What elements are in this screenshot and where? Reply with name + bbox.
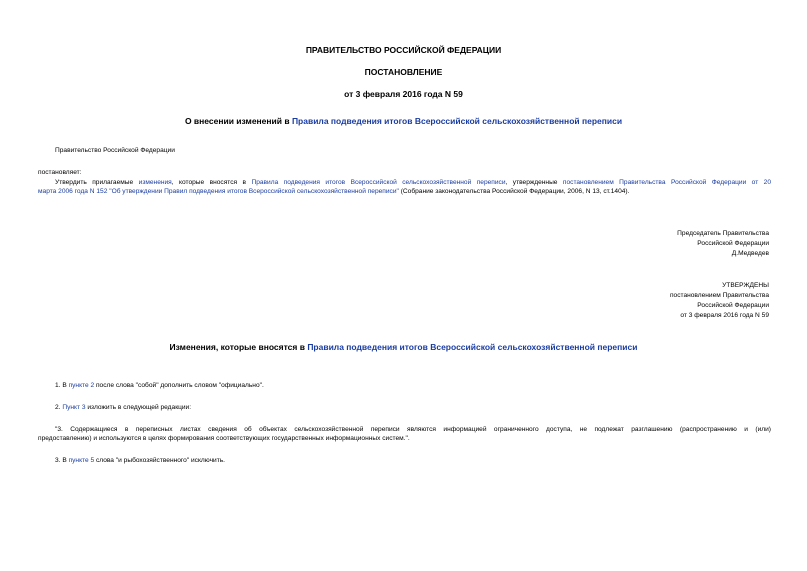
paragraph-approve-line1 bbox=[55, 178, 771, 187]
change-item-3 bbox=[55, 456, 225, 466]
quote-line-1: "3. Содержащиеся в переписных листах сведения об объектах сельскохозяйственной переписи являются информацией ограниченного доступа, не подлежат разглашению (распространению и (или) bbox=[55, 426, 771, 433]
item3-text-b: слова "и рыбохозяйственного" исключить. bbox=[94, 457, 225, 464]
approved-country: Российской Федерации bbox=[697, 302, 769, 309]
item2-clause-link[interactable]: Пункт 3 bbox=[62, 404, 86, 411]
item1-text-a: 1. В bbox=[55, 382, 69, 389]
change-item-2 bbox=[55, 403, 191, 413]
p1-text-a: Утвердить прилагаемые bbox=[55, 179, 139, 186]
document-title bbox=[0, 116, 807, 126]
paragraph-approve bbox=[55, 178, 771, 187]
changes-link[interactable]: изменения bbox=[138, 179, 172, 186]
item3-text-a: 3. В bbox=[55, 457, 69, 464]
title-prefix: О внесении изменений в bbox=[184, 116, 292, 126]
decides-text: постановляет: bbox=[38, 169, 82, 176]
signature-country: Российской Федерации bbox=[697, 240, 769, 247]
resolution-link-part2[interactable]: марта 2006 года N 152 "Об утверждении Правил подведения итогов Всероссийской сельскохозяйственной переписи" bbox=[38, 188, 399, 195]
changes-title bbox=[0, 342, 807, 352]
item1-text-b: после слова "собой" дополнить словом "официально". bbox=[94, 382, 264, 389]
changes-title-rules-link[interactable]: Правила подведения итогов Всероссийской сельскохозяйственной переписи bbox=[307, 342, 638, 352]
approved-heading: УТВЕРЖДЕНЫ bbox=[722, 282, 769, 289]
document-type: ПОСТАНОВЛЕНИЕ bbox=[364, 67, 443, 77]
paragraph-approve-line2 bbox=[38, 187, 629, 197]
p1-text-c: , утвержденные bbox=[505, 179, 563, 186]
item2-text-b: изложить в следующей редакции: bbox=[85, 404, 192, 411]
p1-text-d: (Собрание законодательства Российской Федерации, 2006, N 13, ст.1404). bbox=[398, 188, 630, 195]
signature-position: Председатель Правительства bbox=[677, 230, 769, 237]
document-date-number: от 3 февраля 2016 года N 59 bbox=[344, 89, 463, 99]
title-rules-link[interactable]: Правила подведения итогов Всероссийской сельскохозяйственной переписи bbox=[291, 116, 623, 126]
rules-link[interactable]: Правила подведения итогов Всероссийской сельскохозяйственной переписи bbox=[251, 179, 506, 186]
item2-text-a: 2. bbox=[55, 404, 63, 411]
changes-title-prefix: Изменения, которые вносятся в bbox=[169, 342, 308, 352]
signature-name: Д.Медведев bbox=[731, 250, 769, 257]
p1-text-b: , которые вносятся в bbox=[171, 179, 252, 186]
issuer-text: Правительство Российской Федерации bbox=[55, 147, 175, 154]
item3-clause-link[interactable]: пункте 5 bbox=[68, 457, 95, 464]
approved-resolution: постановлением Правительства bbox=[669, 292, 769, 299]
quote-line-2: предоставлению) и используются в целях формирования соответствующих государственных информационных систем.". bbox=[38, 435, 410, 442]
resolution-link-part1[interactable]: постановлением Правительства Российской Федерации от 20 bbox=[562, 179, 771, 186]
approved-date: от 3 февраля 2016 года N 59 bbox=[680, 312, 769, 319]
change-item-1 bbox=[55, 381, 264, 391]
item1-clause-link[interactable]: пункте 2 bbox=[68, 382, 95, 389]
government-heading: ПРАВИТЕЛЬСТВО РОССИЙСКОЙ ФЕДЕРАЦИИ bbox=[305, 45, 502, 55]
